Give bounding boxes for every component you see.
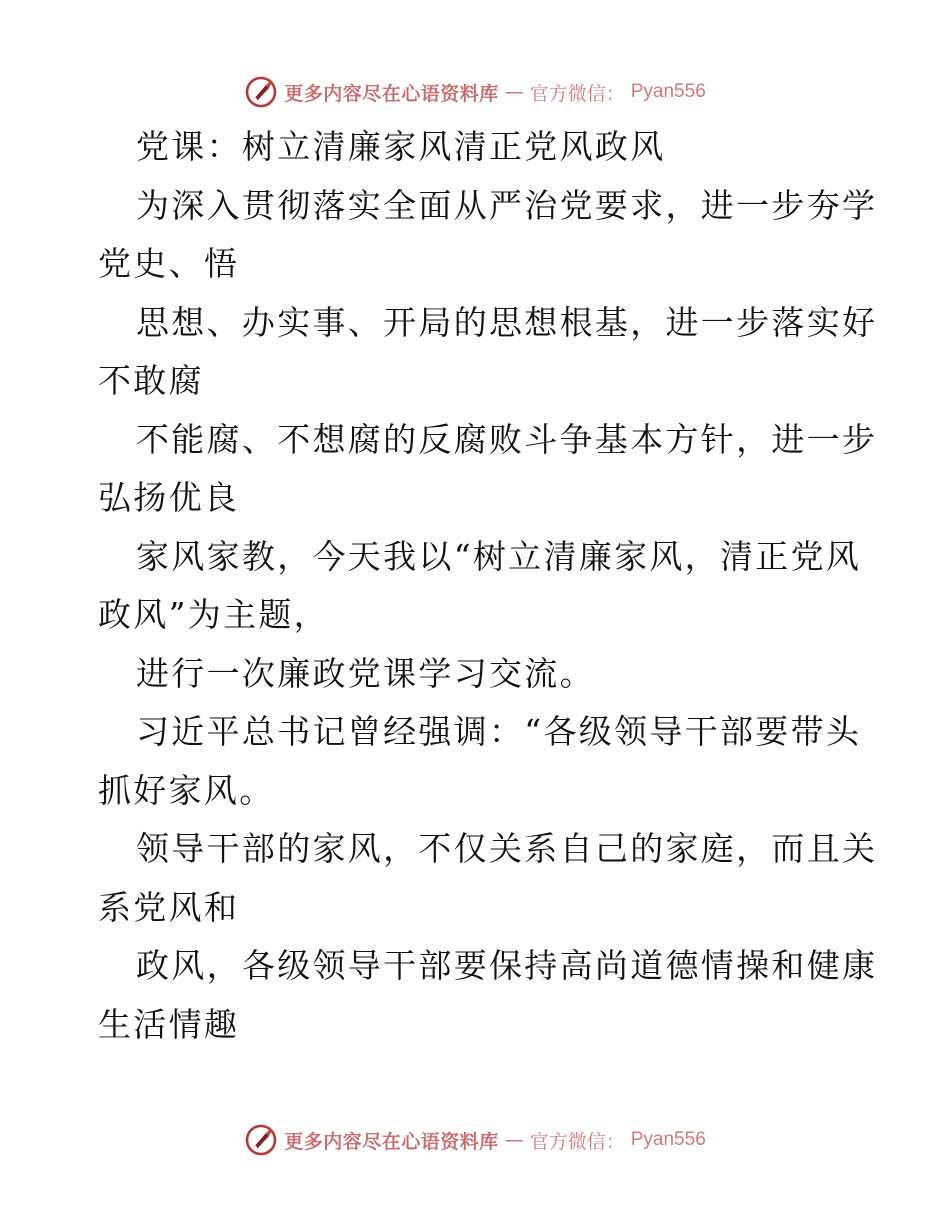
paragraph-line: 不能腐、不想腐的反腐败斗争基本方针，进一步 [136,419,878,459]
paragraph-line: 不敢腐 [98,361,204,400]
header-title: 更多内容尽在心语资料库 [284,82,499,105]
header-dash: — [504,81,524,103]
paragraph-line: 党史、悟 [98,244,240,283]
pen-logo-icon [244,75,278,109]
footer-title: 更多内容尽在心语资料库 [284,1130,499,1153]
paragraph-line: 习近平总书记曾经强调：“各级领导干部要带头 [136,712,862,751]
footer-banner [0,1120,950,1160]
paragraph-line: 领导干部的家风，不仅关系自己的家庭，而且关 [136,829,878,868]
paragraph-line: 抓好家风。 [98,770,275,810]
footer-label: 官方微信： [529,1130,625,1153]
paragraph-line: 政风，各级领导干部要保持高尚道德情操和健康 [136,946,878,985]
header-label: 官方微信： [529,82,625,105]
paragraph-line: 生活情趣 [98,1004,240,1044]
document-body [98,118,878,1054]
paragraph-line: 政风”为主题， [98,595,329,634]
paragraph-line: 思想、办实事、开局的思想根基，进一步落实好 [136,302,878,342]
footer-dash: — [504,1129,524,1151]
paragraph-line: 家风家教，今天我以“树立清廉家风，清正党风 [136,536,862,576]
footer-wechat-id: Pyan556 [630,1129,706,1150]
paragraph-line: 进行一次廉政党课学习交流。 [136,653,595,693]
paragraph-line: 系党风和 [98,887,240,927]
header-banner [0,72,950,112]
header-wechat-id: Pyan556 [630,81,706,102]
pen-logo-icon [244,1123,278,1157]
document-title: 党课：树立清廉家风清正党风政风 [136,127,666,166]
paragraph-line: 为深入贯彻落实全面从严治党要求，进一步夯学 [136,185,878,225]
paragraph-line: 弘扬优良 [98,478,240,517]
